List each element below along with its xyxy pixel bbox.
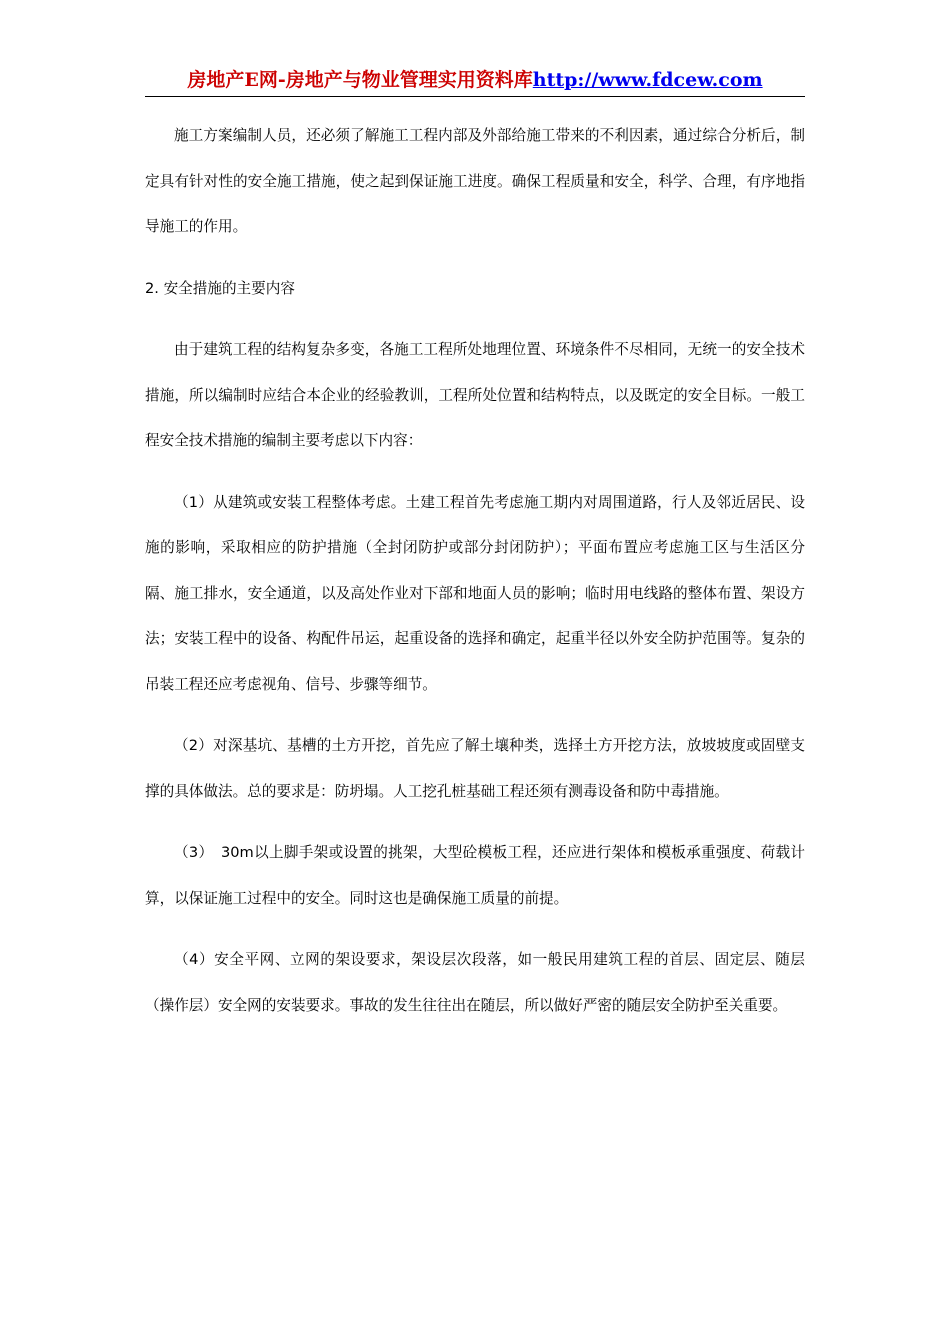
- list-item-1: （1）从建筑或安装工程整体考虑。土建工程首先考虑施工期内对周围道路，行人及邻近居民、设施的影响，采取相应的防护措施（全封闭防护或部分封闭防护）；平面布置应考虑施工区与生活区分隔、施工排水，安全通道，以及高处作业对下部和地面人员的影响；临时用电线路的整体布置、架设方法；安装工程中的设备、构配件吊运，起重设备的选择和确定，起重半径以外安全防护范围等。复杂的吊装工程还应考虑视角、信号、步骤等细节。: [145, 493, 805, 693]
- list-item-2: （2）对深基坑、基槽的土方开挖，首先应了解土壤种类，选择土方开挖方法，放坡坡度或固壁支撑的具体做法。总的要求是：防坍塌。人工挖孔桩基础工程还须有测毒设备和防中毒措施。: [145, 737, 805, 800]
- document-body: [145, 113, 805, 1044]
- list-item-3: （3） 30m以上脚手架或设置的挑架，大型砼模板工程，还应进行架体和模板承重强度、荷载计算，以保证施工过程中的安全。同时这也是确保施工质量的前提。: [145, 844, 805, 907]
- paragraph-lead: 由于建筑工程的结构复杂多变，各施工工程所处地理位置、环境条件不尽相同，无统一的安全技术措施，所以编制时应结合本企业的经验教训，工程所处位置和结构特点，以及既定的安全目标。一般工程安全技术措施的编制主要考虑以下内容：: [145, 341, 805, 449]
- header-url-link[interactable]: http://www.fdcew.com: [532, 69, 763, 91]
- paragraph-intro: 施工方案编制人员，还必须了解施工工程内部及外部给施工带来的不利因素，通过综合分析后，制定具有针对性的安全施工措施，使之起到保证施工进度。确保工程质量和安全，科学、合理，有序地指导施工的作用。: [145, 127, 805, 235]
- header-site-name: 房地产E网-房地产与物业管理实用资料库: [187, 69, 533, 91]
- list-item-4: （4）安全平网、立网的架设要求，架设层次段落，如一般民用建筑工程的首层、固定层、随层（操作层）安全网的安装要求。事故的发生往往出在随层，所以做好严密的随层安全防护至关重要。: [145, 951, 805, 1014]
- section-heading: 2. 安全措施的主要内容: [145, 279, 295, 297]
- page-header: [145, 66, 805, 97]
